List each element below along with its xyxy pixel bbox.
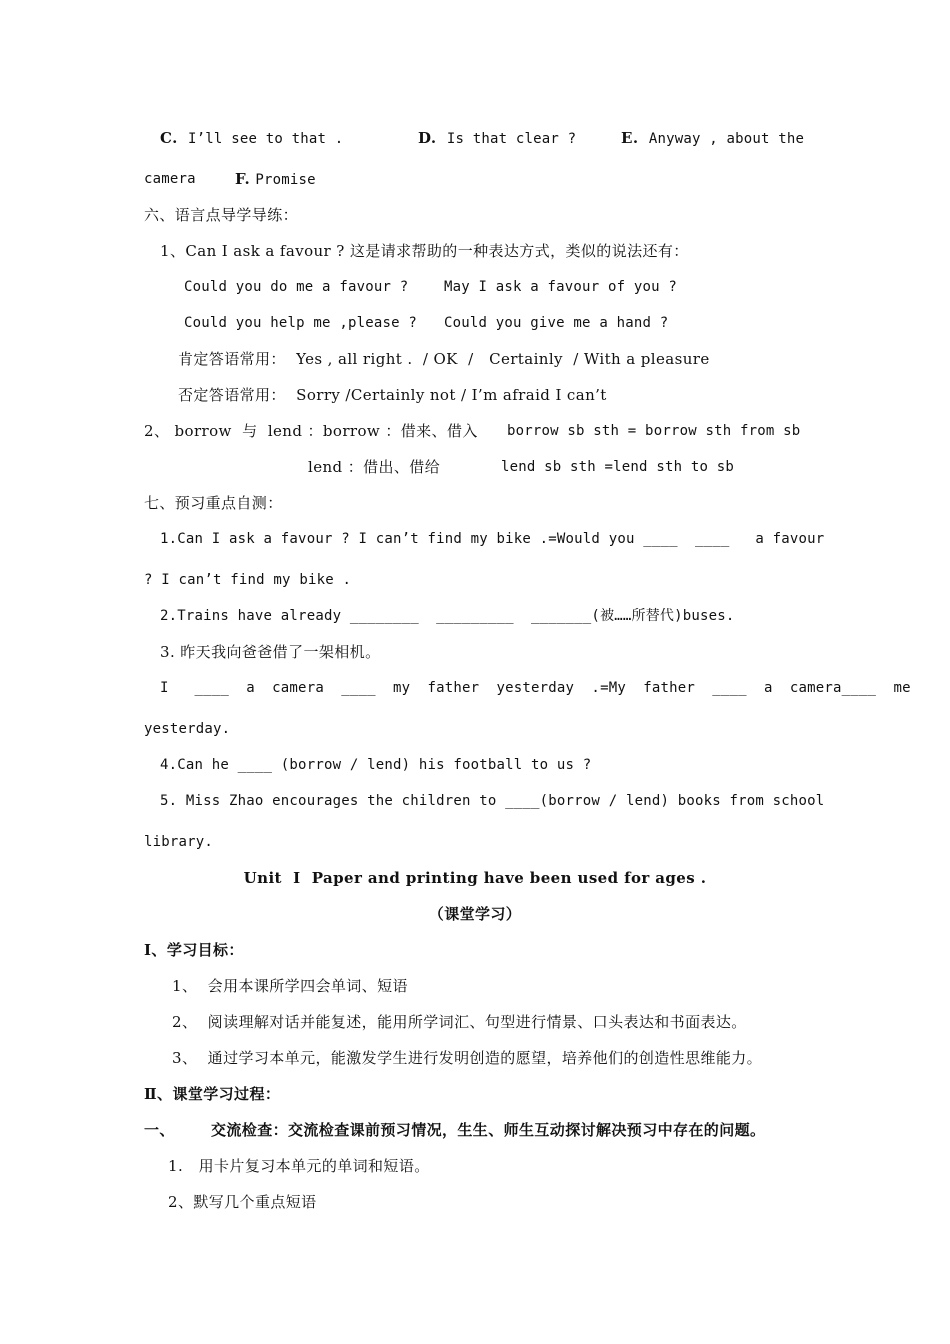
question-2: 2.Trains have already ________ _________ _______(被……所替代)buses.: [160, 608, 735, 624]
positive-answers: 肯定答语常用： Yes , all right . / OK / Certainly / With a pleasure: [178, 350, 710, 368]
question-1-line-1: 1.Can I ask a favour ? I can’t find my bike .=Would you ____ ____ a favour: [160, 531, 825, 547]
option-c: C. I’ll see to that .: [160, 129, 344, 147]
question-3-line-2: yesterday.: [144, 721, 231, 737]
alt-expression-1b: May I ask a favour of you ?: [444, 279, 677, 295]
step-1-item-1: 1. 用卡片复习本单元的单词和短语。: [168, 1157, 430, 1175]
option-e: E. Anyway , about the: [621, 129, 805, 147]
section-6-item-1: 1、Can I ask a favour ? 这是请求帮助的一种表达方式，类似的说法还有：: [160, 242, 689, 260]
section-6-heading: 六、语言点导学导练：: [144, 206, 299, 224]
question-1-line-2: ? I can’t find my bike .: [144, 572, 352, 588]
goal-2: 2、 阅读理解对话并能复述，能用所学词汇、句型进行情景、口头表达和书面表达。: [172, 1013, 747, 1031]
step-1-number: 一、: [144, 1121, 175, 1139]
option-d: D. Is that clear ?: [418, 129, 577, 147]
section-6-item-2: 2、 borrow 与 lend ：borrow ：借来、借入: [144, 422, 478, 440]
borrow-pattern: borrow sb sth = borrow sth from sb: [507, 423, 801, 439]
part-1-heading: Ⅰ、学习目标：: [144, 941, 244, 959]
option-e-continuation: camera: [144, 171, 196, 187]
goal-1: 1、 会用本课所学四会单词、短语: [172, 977, 408, 995]
question-3-line-1: I ____ a camera ____ my father yesterday .=My father ____ a camera____ me: [160, 680, 911, 696]
question-3-chinese: 3. 昨天我向爸爸借了一架相机。: [160, 643, 381, 661]
part-2-heading: Ⅱ、课堂学习过程：: [144, 1085, 281, 1103]
alt-expression-2a: Could you help me ,please ?: [184, 315, 417, 331]
lend-meaning: lend ：借出、借给: [308, 458, 441, 476]
step-1-text: 交流检查：交流检查课前预习情况，生生、师生互动探讨解决预习中存在的问题。: [211, 1121, 766, 1139]
goal-3: 3、 通过学习本单元，能激发学生进行发明创造的愿望，培养他们的创造性思维能力。: [172, 1049, 763, 1067]
unit-title: Unit Ⅰ Paper and printing have been used for ages .: [243, 869, 707, 887]
question-4: 4.Can he ____ (borrow / lend) his football to us ?: [160, 757, 592, 773]
alt-expression-2b: Could you give me a hand ?: [444, 315, 669, 331]
question-5-line-1: 5. Miss Zhao encourages the children to ____(borrow / lend) books from school: [160, 793, 825, 809]
unit-subtitle: （课堂学习）: [428, 905, 522, 923]
step-1-item-2: 2、默写几个重点短语: [168, 1193, 317, 1211]
question-5-line-2: library.: [144, 834, 214, 850]
lend-pattern: lend sb sth =lend sth to sb: [501, 459, 734, 475]
section-7-heading: 七、预习重点自测：: [144, 494, 283, 512]
alt-expression-1a: Could you do me a favour ?: [184, 279, 409, 295]
negative-answers: 否定答语常用： Sorry /Certainly not / I’m afraid I can’t: [178, 386, 607, 404]
option-f: F. Promise: [235, 170, 316, 188]
